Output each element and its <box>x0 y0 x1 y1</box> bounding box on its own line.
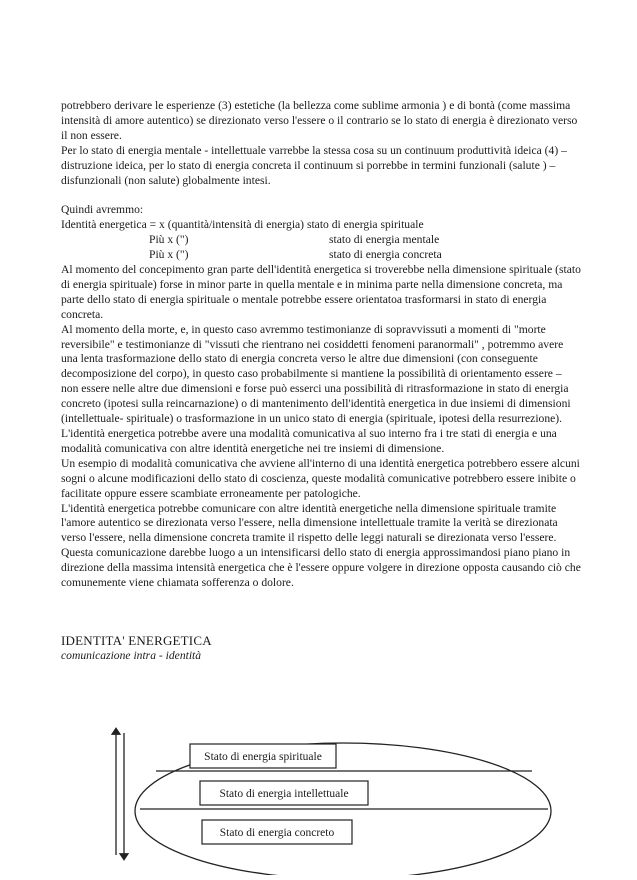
formula-line-1: Identità energetica = x (quantità/intensità di energia) stato di energia spirituale <box>61 218 424 232</box>
paragraph-conception: Al momento del concepimento gran parte dell'identità energetica si troverebbe nella dimensione spirituale (stato di energia spirituale) forse in minor parte in quella mentale e in minima parte nella dimensione concreta, ma parte dello stato di energia spirituale o mentale potrebbe essere orientatoa trasformarsi in stato di energia concreta. <box>61 263 581 321</box>
formula-line-2-label: Più x (") <box>149 233 189 247</box>
formula-line-2-value: stato di energia mentale <box>329 233 440 247</box>
paragraph-other-identities: L'identità energetica potrebbe comunicare con altre identità energetiche nella dimensione spirituale tramite l'amore autentico se direzionata verso l'essere, nella dimensione intellettuale tramite la verità se direzionata verso l'essere, nella dimensione concreta tramite il rispetto delle leggi naturali se direzionata verso l'essere. <box>61 501 558 545</box>
formula-line-2 <box>61 233 581 248</box>
box-intellectual-label: Stato di energia intellettuale <box>219 788 349 800</box>
paragraph-death: Al momento della morte, e, in questo caso avremmo testimonianze di sopravvissuti a momenti di "morte reversibile" e testimonianze di "vissuti che rientrano nei cosiddetti fenomeni paranormali" , potremmo avere una lenta trasformazione dello stato di energia concreta verso le altre due dimensioni (con conseguente decomposizione del corpo), in questo caso probabilmente si mantiene la possibilità di orientamento essere – non essere nelle altre due dimensioni e forse può esserci una possibilità di ritrasformazione in stato di energia concreto (ipotesi sulla reincarnazione) o di mantenimento dell'identità energetica in due insiemi di dimensioni (intellettuale- spirituale) o trasformazione in un unico stato di energia (spirituale, ipotesi della resurrezione). <box>61 322 571 426</box>
formula-intro: Quindi avremmo: <box>61 203 144 217</box>
paragraph-communication: L'identità energetica potrebbe avere una modalità comunicativa al suo interno fra i tre stati di energia e una modalità comunicativa con altre identità energetiche nei tre insiemi di dimensione. <box>61 427 557 455</box>
paragraph-aesthetic: potrebbero derivare le esperienze (3) estetiche (la bellezza come sublime armonia ) e di bontà (come massima intensità di amore autentico) se direzionato verso l'essere o il contrario se lo stato di energia è direzionato verso il non essere. <box>61 99 578 142</box>
formula-line-3-value: stato di energia concreta <box>329 248 442 262</box>
paragraph-example: Un esempio di modalità comunicativa che avviene all'interno di una identità energetica potrebbero essere alcuni sogni o alcune modificazioni dello stato di coscienza, queste modalità comunicative potrebbero essere inibite o facilitate oppure essere scambiate erroneamente per patologiche. <box>61 456 580 500</box>
body-text <box>61 99 581 591</box>
paragraph-mental-state: Per lo stato di energia mentale - intellettuale varrebbe la stessa cosa su un continuum produttività ideica (4) – distruzione ideica, per lo stato di energia concreta il continuum si porrebbe in termini funzionali (salute ) – disfunzionali (non salute) globalmente intesi. <box>61 143 567 187</box>
formula-line-3-label: Più x (") <box>149 248 189 262</box>
identity-diagram <box>110 725 570 880</box>
section-subtitle: comunicazione intra - identità <box>61 649 202 662</box>
formula-line-3 <box>61 248 581 263</box>
diagram-svg <box>110 725 570 875</box>
box-concrete-label: Stato di energia concreto <box>219 827 335 839</box>
paragraph-intensification: Questa comunicazione darebbe luogo a un intensificarsi dello stato di energia approssimandosi piano piano in direzione della massima intensità energetica che è l'essere oppure volgere in direzione opposta causando ciò che comunemente viene chiamata sofferenza o dolore. <box>61 546 581 590</box>
section-title: IDENTITA' ENERGETICA <box>61 633 212 648</box>
box-spiritual-label: Stato di energia spirituale <box>204 751 322 763</box>
